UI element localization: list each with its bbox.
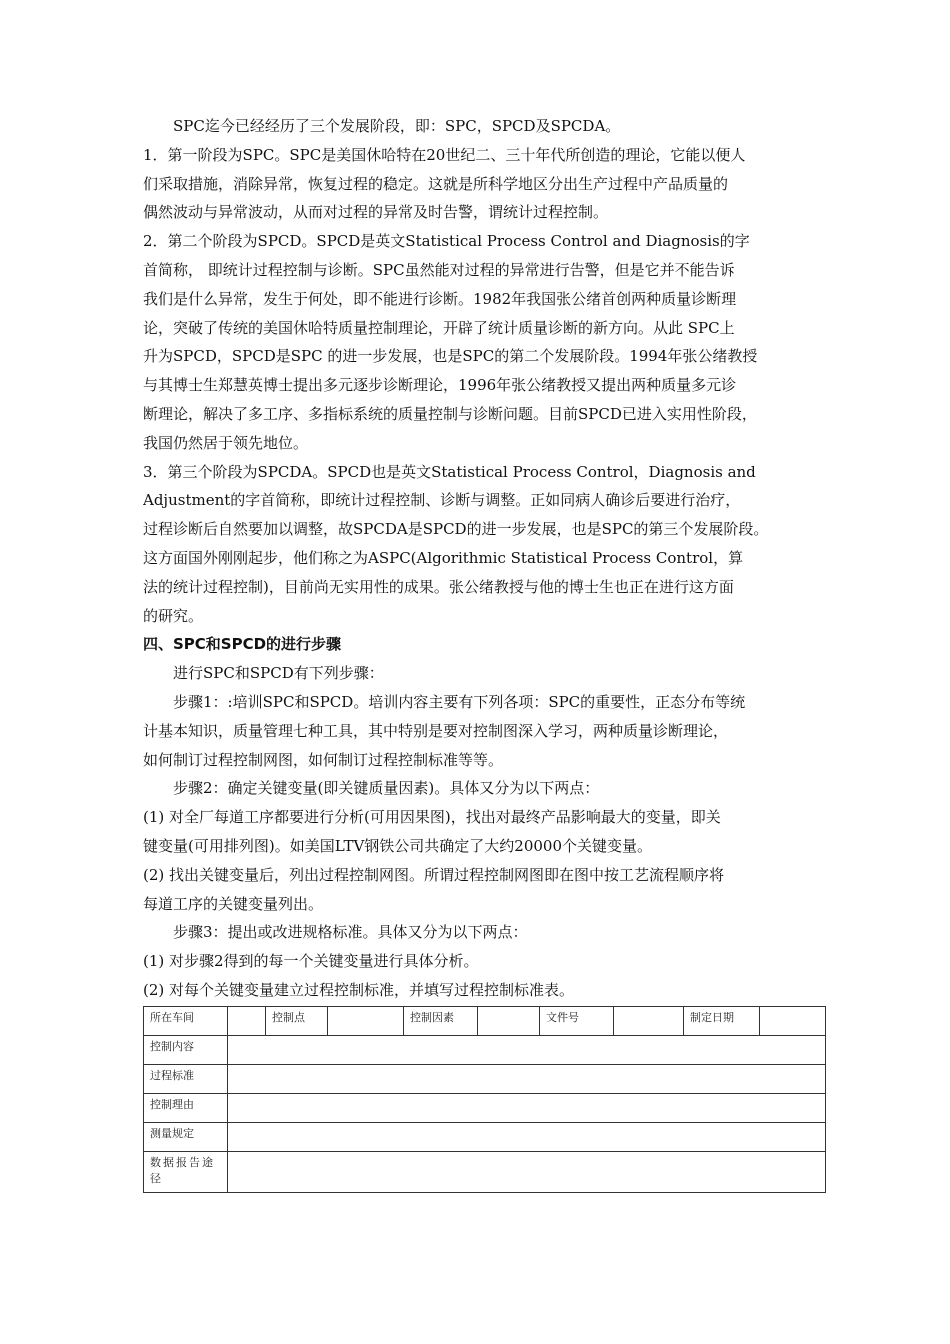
paragraph-line: 这方面国外刚刚起步，他们称之为ASPC(Algorithmic Statistical Process Control，算 [143,548,744,567]
table-cell-label: 文件号 [540,1007,614,1036]
table-row-value [228,1152,826,1193]
paragraph-line: 们采取措施，消除异常，恢复过程的稳定。这就是所科学地区分出生产过程中产品质量的 [143,174,729,193]
paragraph-line: (2) 找出关键变量后，列出过程控制网图。所谓过程控制网图即在图中按工艺流程顺序将 [143,865,725,884]
table-row [144,1094,826,1123]
paragraph-line: 法的统计过程控制)，目前尚无实用性的成果。张公绪教授与他的博士生也正在进行这方面 [143,577,734,596]
paragraph-line: 的研究。 [143,606,204,625]
table-cell-label: 制定日期 [684,1007,760,1036]
paragraph-line: 键变量(可用排列图)。如美国LTV钢铁公司共确定了大约20000个关键变量。 [143,836,652,855]
paragraph-line: 论，突破了传统的美国休哈特质量控制理论，开辟了统计质量诊断的新方向。从此 SPC上 [143,318,735,337]
table-cell-value [328,1007,404,1036]
table-row-label: 测量规定 [144,1123,228,1152]
table-row-value [228,1094,826,1123]
paragraph-line: 进行SPC和SPCD有下列步骤： [173,664,384,683]
table-cell-label: 所在车间 [144,1007,228,1036]
paragraph-line: 步骤1：:培训SPC和SPCD。培训内容主要有下列各项：SPC的重要性，正态分布等统 [173,692,746,711]
paragraph-line: 每道工序的关键变量列出。 [143,894,324,913]
table-row [144,1065,826,1094]
table-row-value [228,1036,826,1065]
table-cell-value [760,1007,826,1036]
table-cell-value [614,1007,684,1036]
table-row-value [228,1123,826,1152]
document-body [143,112,825,1005]
paragraph-line: 如何制订过程控制网图，如何制订过程控制标准等等。 [143,750,504,769]
paragraph-line: 计基本知识，质量管理七种工具，其中特别是要对控制图深入学习，两种质量诊断理论， [143,721,729,740]
paragraph-line: 升为SPCD，SPCD是SPC 的进一步发展，也是SPC的第二个发展阶段。1994年张公绪教授 [143,347,758,366]
table-cell-label: 控制因素 [404,1007,478,1036]
paragraph-line: 步骤3：提出或改进规格标准。具体又分为以下两点： [173,923,528,942]
paragraph-line: 过程诊断后自然要加以调整，故SPCDA是SPCD的进一步发展，也是SPC的第三个发展阶段。 [143,520,769,539]
table-row-label: 控制内容 [144,1036,228,1065]
table-row [144,1036,826,1065]
table-row [144,1123,826,1152]
table-cell-label: 控制点 [266,1007,328,1036]
table-header-row [144,1007,826,1036]
paragraph-line: 2．第二个阶段为SPCD。SPCD是英文Statistical Process Control and Diagnosis的字 [143,232,750,251]
process-control-standard-table [143,1006,826,1193]
paragraph-line: 步骤2：确定关键变量(即关键质量因素)。具体又分为以下两点： [173,779,600,798]
table-row-label: 数据报告途径 [144,1152,228,1193]
table-cell-value [478,1007,540,1036]
paragraph-line: 3．第三个阶段为SPCDA。SPCD也是英文Statistical Process Control，Diagnosis and [143,462,756,481]
paragraph-line: 断理论，解决了多工序、多指标系统的质量控制与诊断问题。目前SPCD已进入实用性阶段， [143,404,757,423]
section-heading: 四、SPC和SPCD的进行步骤 [143,635,342,654]
paragraph-line: 我国仍然居于领先地位。 [143,433,309,452]
paragraph-line: 我们是什么异常，发生于何处，即不能进行诊断。1982年我国张公绪首创两种质量诊断理 [143,289,737,308]
table-row-label: 过程标准 [144,1065,228,1094]
table-cell-value [228,1007,266,1036]
paragraph-line: SPC迄今已经经历了三个发展阶段，即：SPC，SPCD及SPCDA。 [173,117,621,135]
paragraph-line: (1) 对步骤2得到的每一个关键变量进行具体分析。 [143,952,479,971]
paragraph-line: 首简称， 即统计过程控制与诊断。SPC虽然能对过程的异常进行告警，但是它并不能告诉 [143,260,735,279]
table-row-label: 控制理由 [144,1094,228,1123]
table-row-value [228,1065,826,1094]
paragraph-line: 1．第一阶段为SPC。SPC是美国休哈特在20世纪二、三十年代所创造的理论，它能以便人 [143,145,746,164]
paragraph-line: Adjustment的字首简称，即统计过程控制、诊断与调整。正如同病人确诊后要进行治疗， [143,491,741,510]
table-row [144,1152,826,1193]
paragraph-line: (2) 对每个关键变量建立过程控制标准，并填写过程控制标准表。 [143,980,575,999]
paragraph-line: 与其博士生郑慧英博士提出多元逐步诊断理论，1996年张公绪教授又提出两种质量多元诊 [143,376,737,395]
paragraph-line: 偶然波动与异常波动，从而对过程的异常及时告警，谓统计过程控制。 [143,203,609,222]
paragraph-line: (1) 对全厂每道工序都要进行分析(可用因果图)，找出对最终产品影响最大的变量，即关 [143,808,721,827]
